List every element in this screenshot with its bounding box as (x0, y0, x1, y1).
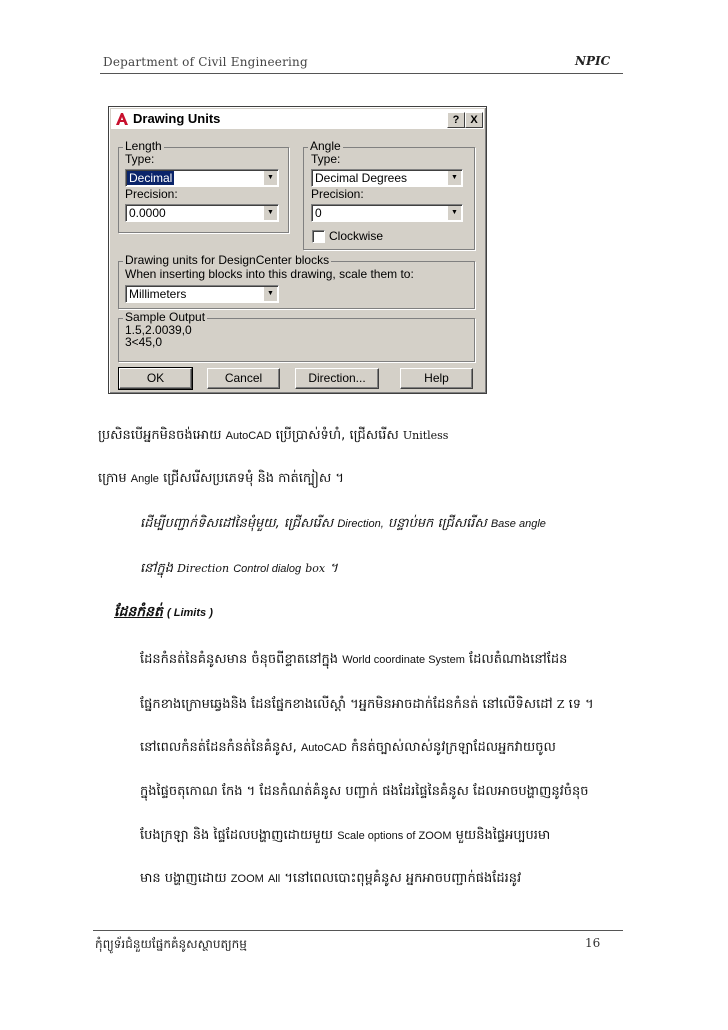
designcenter-group-label: Drawing units for DesignCenter blocks (125, 253, 330, 267)
p3-base-angle: Base angle (490, 518, 546, 530)
l5-scale-options: Scale options of ZOOM (337, 830, 452, 842)
angle-group-label: Angle (310, 139, 341, 153)
length-precision-value: 0.0000 (129, 206, 166, 220)
p3-text-a: ដើម្បីបញ្ជាក់ទិសដៅនៃមុំមួយ, ជ្រើសរើស (140, 516, 334, 531)
limits-line-5 (140, 827, 550, 845)
length-precision-select[interactable] (125, 204, 279, 222)
paragraph-1 (98, 427, 448, 445)
l1-text-c: ដែលតំណាងនៅដែន (469, 652, 568, 667)
dropdown-arrow-icon[interactable]: ▼ (263, 206, 277, 220)
header-rule (100, 73, 623, 74)
l6-text-a: មាន បង្ហាញដោយ (140, 871, 227, 886)
limits-line-1 (140, 651, 567, 669)
section-heading (114, 603, 213, 622)
l6-zoom: ZOOM (230, 873, 264, 885)
angle-precision-select[interactable] (311, 204, 463, 222)
clockwise-checkbox[interactable] (312, 230, 325, 243)
p3-text-c: បន្ទាប់មក ជ្រើសរើស (387, 516, 487, 531)
autocad-app-icon (115, 112, 129, 126)
paragraph-2 (98, 470, 344, 488)
footer-course-title: កុំព្យូទ័រជំនួយផ្នែកគំនូសស្ថាបត្យកម្ម (95, 937, 247, 951)
dropdown-arrow-icon[interactable]: ▼ (447, 206, 461, 220)
l3-autocad: AutoCAD (300, 742, 347, 754)
limits-line-4: ក្នុងផ្ទៃចតុកោណ កែង ។ ដែនកំណត់គំនូស បញ្ជាក់ ផងដែរផ្ទៃនៃគំនូស ដែលអាចបង្ហាញនូវចំនុច (140, 784, 589, 799)
section-subtitle: ( Limits ) (167, 607, 213, 619)
running-header-department: Department of Civil Engineering (103, 55, 308, 69)
cancel-button[interactable]: Cancel (207, 368, 280, 389)
length-precision-label: Precision: (125, 187, 178, 201)
angle-precision-label: Precision: (311, 187, 364, 201)
l1-wcs: World coordinate System (342, 654, 465, 666)
limits-line-2 (140, 696, 594, 714)
l5-text-c: មួយនិងផ្ទៃអប្បបរមា (455, 828, 551, 843)
p1-text-a: ប្រសិនបើអ្នកមិនចង់អោយ (98, 428, 222, 443)
length-type-select[interactable] (125, 169, 279, 187)
dialog-titlebar (111, 109, 484, 129)
dropdown-arrow-icon[interactable]: ▼ (263, 287, 277, 301)
clockwise-label[interactable]: Clockwise (329, 229, 384, 243)
close-titlebar-button[interactable]: X (465, 112, 483, 128)
l3-text-c: កំនត់ច្បាស់លាស់នូវក្រឡាដែលអ្នកវាយចូល (350, 740, 556, 755)
p2-text-a: ក្រោម (98, 471, 127, 486)
p3-direction: Direction, (337, 518, 384, 530)
help-titlebar-button[interactable]: ? (447, 112, 465, 128)
sample-output-line-1: 1.5,2.0039,0 (125, 323, 192, 337)
paragraph-4 (140, 560, 338, 578)
designcenter-prompt: When inserting blocks into this drawing, scale them to: (125, 267, 414, 281)
p4-direction: Direction (177, 562, 230, 575)
length-group-label: Length (125, 139, 162, 153)
l3-text-a: នៅពេលកំនត់ដែនកំនត់នៃគំនូស, (140, 740, 297, 755)
paragraph-3 (140, 515, 546, 533)
page-number: 16 (585, 936, 601, 950)
l5-text-a: បែងក្រឡា និង ផ្ទៃដែលបង្ហាញដោយមួយ (140, 828, 334, 843)
p4-control-dialog: Control dialog (233, 563, 302, 575)
limits-line-6 (140, 870, 521, 888)
designcenter-units-value: Millimeters (129, 287, 187, 301)
sample-output-label: Sample Output (125, 310, 206, 324)
p1-autocad: AutoCAD (225, 430, 272, 442)
help-button[interactable]: Help (400, 368, 473, 389)
dropdown-arrow-icon[interactable]: ▼ (447, 171, 461, 185)
p2-angle: Angle (130, 473, 159, 485)
drawing-units-dialog (108, 106, 487, 394)
l2-text-a: ផ្នែកខាងក្រោមឆ្វេងនិង ដែនផ្នែកខាងលើស្តាំ ។អ្នកមិនអាចដាក់ដែនកំនត់ នៅលើទិសដៅ (140, 697, 553, 712)
p2-text-c: ជ្រើសរើសប្រភេទមុំ និង កាត់ក្បៀស ។ (163, 471, 344, 486)
angle-type-value: Decimal Degrees (315, 171, 408, 185)
length-type-value: Decimal (129, 171, 173, 185)
p4-khan: ។ (329, 561, 338, 576)
designcenter-units-select[interactable] (125, 285, 279, 303)
p1-text-c: ប្រើប្រាស់ទំហំ, ជ្រើសរើស (275, 428, 399, 443)
sample-output-line-2: 3<45,0 (125, 335, 163, 349)
l6-all: All (267, 873, 281, 885)
direction-button[interactable]: Direction... (295, 368, 379, 389)
length-type-label: Type: (125, 152, 155, 166)
running-header-org: NPIC (575, 54, 611, 68)
l1-text-a: ដែនកំនត់នៃគំនូសមាន ចំនុចពីខ្ទាតនៅក្នុង (140, 652, 339, 667)
p1-unitless: Unitless (402, 429, 449, 442)
p4-box: box (305, 562, 326, 575)
angle-type-select[interactable] (311, 169, 463, 187)
dropdown-arrow-icon[interactable]: ▼ (263, 171, 277, 185)
limits-line-3 (140, 739, 556, 757)
l6-text-d: ។នៅពេលបោះពុម្ពគំនូស អ្នកអាចបញ្ជាក់ផងដែរនូវ (284, 871, 522, 886)
dialog-title: Drawing Units (133, 111, 221, 126)
section-title: ដែនកំនត់ (114, 604, 163, 620)
l2-z: Z (556, 698, 565, 711)
footer-rule (93, 930, 623, 931)
angle-precision-value: 0 (315, 206, 322, 220)
angle-type-label: Type: (311, 152, 341, 166)
ok-button[interactable]: OK (119, 368, 192, 389)
l2-text-c: ទេ ។ (568, 697, 594, 712)
p4-text-a: នៅក្នុង (140, 561, 174, 576)
